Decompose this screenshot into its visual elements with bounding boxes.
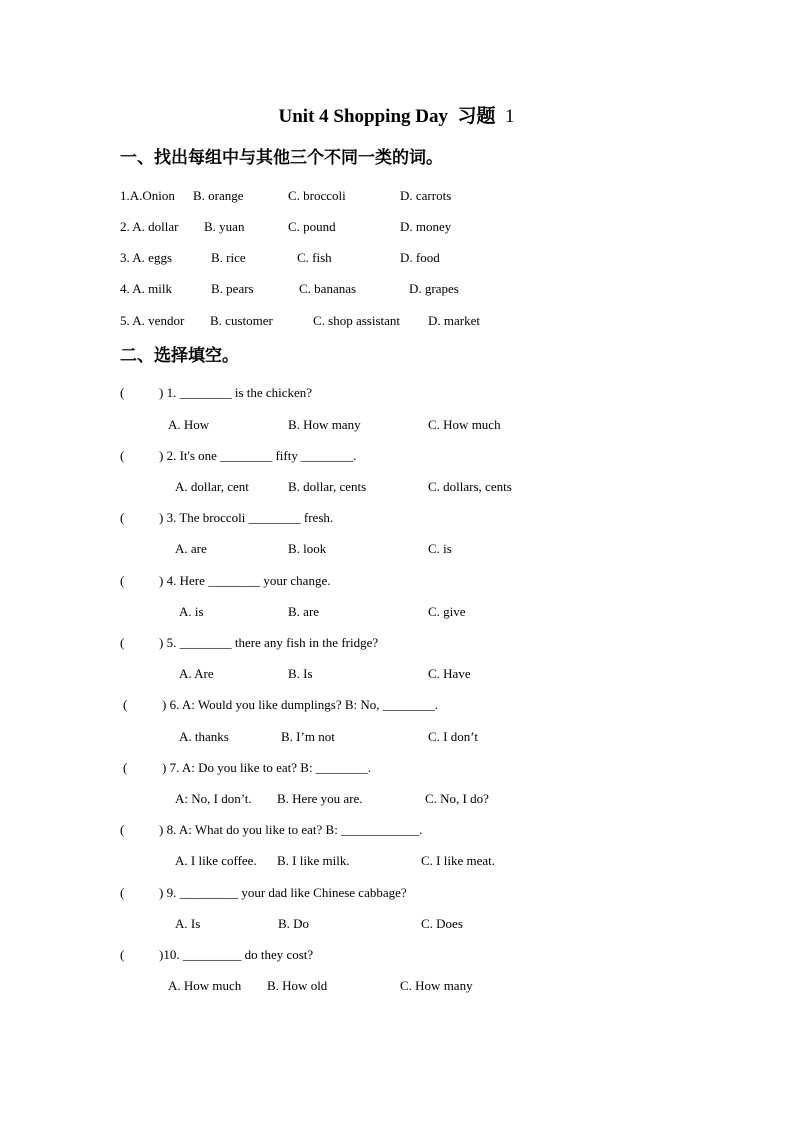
q7-option-b: B. Here you are. [277,791,363,806]
answer-blank-2: ( [120,448,125,463]
question-text-5: ) 5. ________ there any fish in the fridge? [159,635,379,650]
question-text-8: ) 8. A: What do you like to eat? B: ____________. [159,822,423,837]
answer-blank-1: ( [120,385,125,400]
q2-option-b: B. dollar, cents [288,479,367,494]
section1-heading: 一、找出每组中与其他三个不同一类的词。 [120,148,443,168]
section2-heading: 二、选择填空。 [120,346,239,366]
question-text-1: ) 1. ________ is the chicken? [159,385,313,400]
q4-option-a: A. is [179,604,204,619]
q7-option-a: A: No, I don’t. [175,791,252,806]
answer-blank-7: ( [123,760,128,775]
q3-option-b: B. look [288,541,327,556]
question-text-10: )10. _________ do they cost? [159,947,314,962]
q9-option-b: B. Do [278,916,310,931]
s1-r3-a: 3. A. eggs [120,250,172,265]
question-text-9: ) 9. _________ your dad like Chinese cabbage? [159,885,407,900]
q1-option-a: A. How [168,417,210,432]
q4-option-c: C. give [428,604,466,619]
answer-blank-3: ( [120,510,125,525]
q6-option-c: C. I don’t [428,729,478,744]
s1-r1-b: B. orange [193,188,244,203]
question-text-6: ) 6. A: Would you like dumplings? B: No, ________. [162,697,439,712]
q5-option-a: A. Are [179,666,214,681]
q10-option-a: A. How much [168,978,242,993]
answer-blank-8: ( [120,822,125,837]
s1-r3-b: B. rice [211,250,246,265]
s1-r4-d: D. grapes [409,281,459,296]
s1-r5-b: B. customer [210,313,273,328]
s1-r4-a: 4. A. milk [120,281,173,296]
s1-r3-d: D. food [400,250,440,265]
answer-blank-6: ( [123,697,128,712]
answer-blank-5: ( [120,635,125,650]
s1-r2-c: C. pound [288,219,336,234]
worksheet-title [0,104,793,130]
q3-option-a: A. are [175,541,207,556]
q2-option-c: C. dollars, cents [428,479,512,494]
q8-option-b: B. I like milk. [277,853,350,868]
q6-option-a: A. thanks [179,729,229,744]
s1-r5-c: C. shop assistant [313,313,401,328]
q8-option-c: C. I like meat. [421,853,496,868]
q6-option-b: B. I’m not [281,729,335,744]
s1-r2-a: 2. A. dollar [120,219,179,234]
answer-blank-10: ( [120,947,125,962]
s1-r5-d: D. market [428,313,480,328]
s1-r4-b: B. pears [211,281,254,296]
answer-blank-9: ( [120,885,125,900]
q9-option-c: C. Does [421,916,463,931]
answer-blank-4: ( [120,573,125,588]
s1-r1-d: D. carrots [400,188,452,203]
question-text-3: ) 3. The broccoli ________ fresh. [159,510,334,525]
q1-option-b: B. How many [288,417,361,432]
q1-option-c: C. How much [428,417,501,432]
s1-r2-b: B. yuan [204,219,245,234]
s1-r2-d: D. money [400,219,452,234]
q10-option-c: C. How many [400,978,473,993]
s1-r4-c: C. bananas [299,281,357,296]
question-text-4: ) 4. Here ________ your change. [159,573,331,588]
title-number: 1 [504,106,515,127]
question-text-2: ) 2. It's one ________ fifty ________. [159,448,357,463]
s1-r1-c: C. broccoli [288,188,346,203]
q5-option-c: C. Have [428,666,471,681]
q9-option-a: A. Is [175,916,201,931]
q4-option-b: B. are [288,604,320,619]
q7-option-c: C. No, I do? [425,791,489,806]
title-text: Unit 4 Shopping Day 习题 [278,106,505,127]
s1-r3-c: C. fish [297,250,332,265]
s1-r1-a: 1.A.Onion [120,188,175,203]
q5-option-b: B. Is [288,666,313,681]
s1-r5-a: 5. A. vendor [120,313,185,328]
q3-option-c: C. is [428,541,452,556]
q8-option-a: A. I like coffee. [175,853,257,868]
q2-option-a: A. dollar, cent [175,479,249,494]
q10-option-b: B. How old [267,978,328,993]
question-text-7: ) 7. A: Do you like to eat? B: ________. [162,760,372,775]
